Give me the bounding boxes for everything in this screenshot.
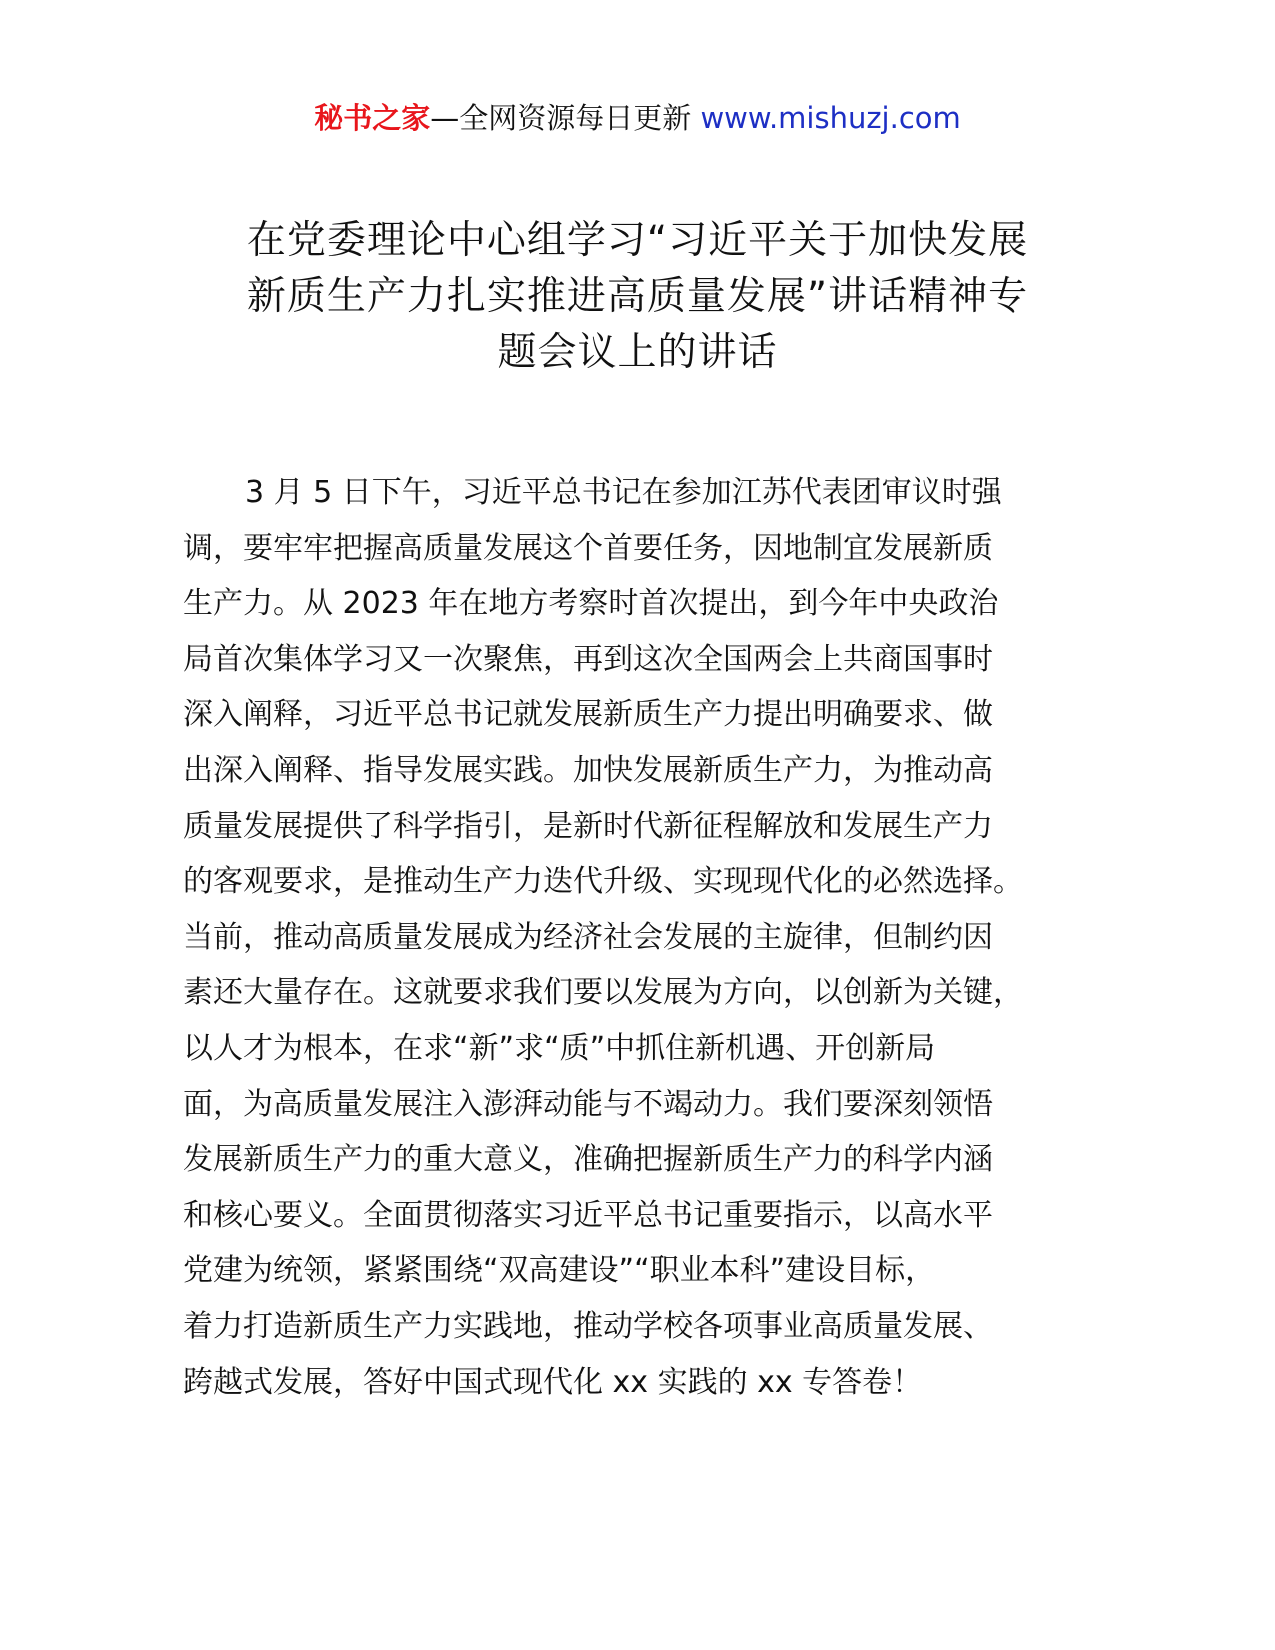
body-line: 素还大量存在。这就要求我们要以发展为方向，以创新为关键， xyxy=(183,975,1023,1011)
body-line: 发展新质生产力的重大意义，准确把握新质生产力的科学内涵 xyxy=(183,1142,993,1178)
title-line: 新质生产力扎实推进高质量发展”讲话精神专 xyxy=(246,274,1029,319)
site-brand: 秘书之家 xyxy=(314,101,431,135)
body-line: 党建为统领，紧紧围绕“双高建设”“职业本科”建设目标， xyxy=(183,1253,936,1289)
title-line: 题会议上的讲话 xyxy=(497,330,778,375)
body-line: 当前，推动高质量发展成为经济社会发展的主旋律，但制约因 xyxy=(183,919,993,955)
body-line: 以人才为根本，在求“新”求“质”中抓住新机遇、开创新局 xyxy=(183,1030,936,1066)
body-line: 出深入阐释、指导发展实践。加快发展新质生产力，为推动高 xyxy=(183,752,993,788)
body-line: 3 月 5 日下午，习近平总书记在参加江苏代表团审议时强 xyxy=(245,475,1002,510)
title-line: 在党委理论中心组学习“习近平关于加快发展 xyxy=(246,218,1029,263)
body-line: 调，要牢牢把握高质量发展这个首要任务，因地制宜发展新质 xyxy=(183,530,993,566)
site-header xyxy=(0,98,1275,138)
document-title xyxy=(180,213,1095,381)
body-line: 和核心要义。全面贯彻落实习近平总书记重要指示，以高水平 xyxy=(183,1197,993,1233)
site-url-link[interactable]: www.mishuzj.com xyxy=(700,101,961,135)
site-tagline: —全网资源每日更新 xyxy=(430,101,692,135)
document-body xyxy=(183,465,1093,1410)
body-line: 局首次集体学习又一次聚焦，再到这次全国两会上共商国事时 xyxy=(183,641,993,677)
body-line: 着力打造新质生产力实践地，推动学校各项事业高质量发展、 xyxy=(183,1308,993,1344)
body-line: 面，为高质量发展注入澎湃动能与不竭动力。我们要深刻领悟 xyxy=(183,1086,993,1122)
body-line: 跨越式发展，答好中国式现代化 xx 实践的 xx 专答卷！ xyxy=(183,1364,923,1400)
body-line: 质量发展提供了科学指引，是新时代新征程解放和发展生产力 xyxy=(183,808,993,844)
body-line: 深入阐释，习近平总书记就发展新质生产力提出明确要求、做 xyxy=(183,697,993,733)
body-line: 生产力。从 2023 年在地方考察时首次提出，到今年中央政治 xyxy=(183,586,999,622)
body-line: 的客观要求，是推动生产力迭代升级、实现现代化的必然选择。 xyxy=(183,864,1023,900)
